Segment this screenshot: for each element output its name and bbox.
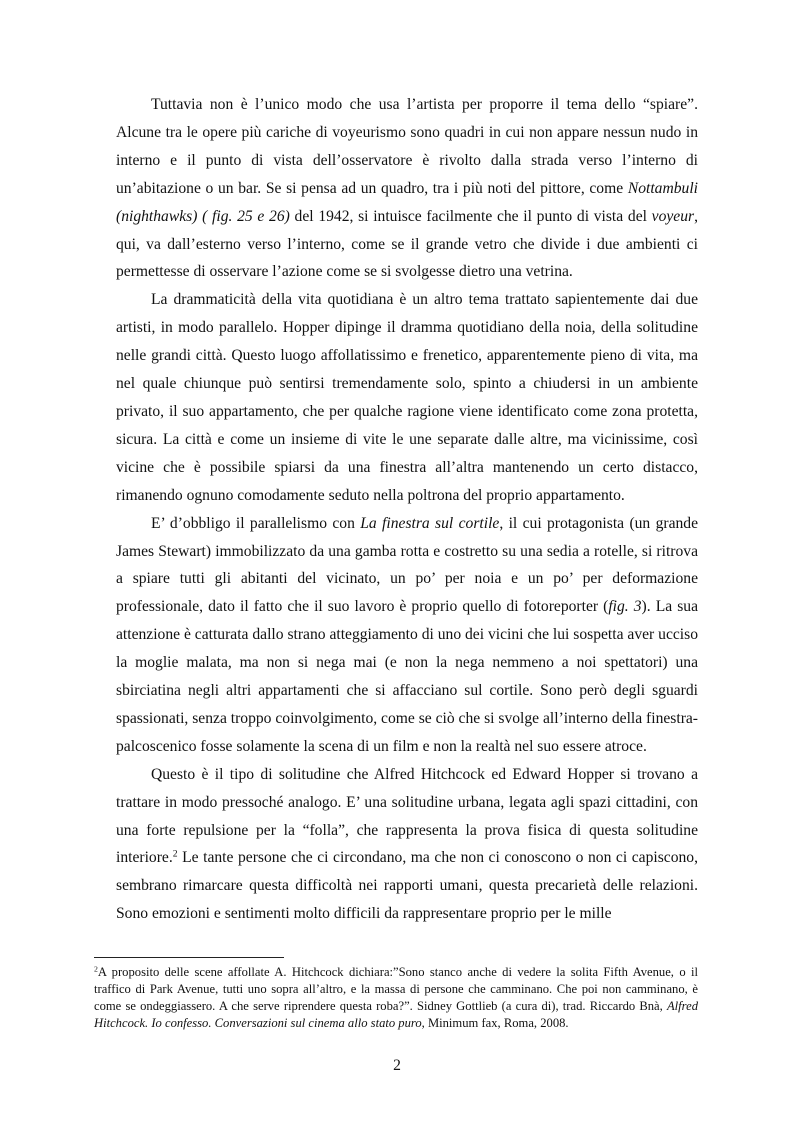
text-run: , Minimum fax, Roma, 2008.	[421, 1016, 569, 1030]
text-run: Le tante persone che ci circondano, ma che non ci conoscono o non ci capiscono, sembrano rimarcare questa difficoltà nei rapporti umani, questa precarietà delle relazioni. Sono emozioni e sentimenti molto difficili da rappresentare proprio per le mille	[116, 849, 698, 923]
body-text	[116, 91, 698, 928]
italic-text: voyeur	[651, 207, 695, 225]
paragraph	[116, 286, 698, 509]
text-run: Tuttavia non è l’unico modo che usa l’artista per proporre il tema dello “spiare”. Alcune tra le opere più cariche di voyeurismo sono quadri in cui non appare nessun nudo in interno e il punto di vista dell’osservatore è rivolto dalla strada verso l’interno di un’abitazione o un bar. Se si pensa ad un quadro, tra i più noti del pittore, come	[116, 96, 698, 197]
italic-text: Nottambuli (nighthawks) ( fig. 25 e 26)	[116, 179, 698, 225]
text-run: del 1942, si intuisce facilmente che il punto di vista del	[289, 207, 652, 225]
paragraph	[116, 761, 698, 928]
footnote-reference: 2	[94, 964, 98, 974]
text-run: ). La sua attenzione è catturata dallo strano atteggiamento di uno dei vicini che lui sospetta aver ucciso la moglie malata, ma non si nega mai (e non la nega nemmeno a noi spettatori) una sbirciatina negli altri appartamenti che si affacciano sul cortile. Sono però degli sguardi spassionati, senza troppo coinvolgimento, come se ciò che si svolge all’interno della finestra-palcoscenico fosse solamente la scena di un film e non la realtà nel suo essere atroce.	[116, 598, 699, 755]
text-run: La drammaticità della vita quotidiana è un altro tema trattato sapientemente dai due artisti, in modo parallelo. Hopper dipinge il dramma quotidiano della noia, della solitudine nelle grandi città. Questo luogo affollatissimo e frenetico, apparentemente pieno di vita, ma nel quale chiunque può sentirsi tremendamente solo, spinto a chiudersi in un ambiente privato, il suo appartamento, che per qualche ragione viene identificato come zona protetta, sicura. La città e come un insieme di vite le une separate dalle altre, ma vicinissime, così vicine che è possibile spiarsi da una finestra all’altra mantenendo un certo distacco, rimanendo ognuno comodamente seduto nella poltrona del proprio appartamento.	[116, 291, 698, 504]
italic-text: Alfred Hitchcock. Io confesso. Conversazioni sul cinema allo stato puro	[94, 999, 698, 1030]
page-number: 2	[393, 1057, 401, 1074]
footnote-separator	[94, 957, 284, 958]
italic-text: La finestra sul cortile	[360, 514, 500, 532]
text-run: Questo è il tipo di solitudine che Alfred Hitchcock ed Edward Hopper si trovano a trattare in modo pressoché analogo. E’ una solitudine urbana, legata agli spazi cittadini, con una forte repulsione per la “folla”, che rappresenta la prova fisica di questa solitudine interiore.	[116, 765, 698, 867]
footnote-text	[94, 964, 698, 1032]
italic-text: fig. 3	[608, 598, 642, 616]
text-run: E’ d’obbligo il parallelismo con	[151, 514, 361, 532]
paragraph	[116, 91, 698, 286]
footnote-reference: 2	[172, 849, 178, 861]
text-run: A proposito delle scene affollate A. Hitchcock dichiara:”Sono stanco anche di vedere la solita Fifth Avenue, o il traffico di Park Avenue, tutti uno sopra all’altro, e la massa di persone che camminano. Che poi non camminano, è come se ondeggiassero. A che serve riprendere questa roba?”. Sidney Gottlieb (a cura di), trad. Riccardo Bnà,	[94, 965, 698, 1013]
footnote	[94, 964, 698, 1032]
text-run: , il cui protagonista (un grande James Stewart) immobilizzato da una gamba rotta e costretto su una sedia a rotelle, si ritrova a spiare tutti gli abitanti del vicinato, un po’ per noia e un po’ per deformazione professionale, dato il fatto che il suo lavoro è proprio quello di fotoreporter (	[116, 514, 699, 616]
text-run: , qui, va dall’esterno verso l’interno, come se il grande vetro che divide i due ambienti ci permettesse di osservare l’azione come se si svolgesse dietro una vetrina.	[116, 207, 699, 281]
paragraph	[116, 510, 698, 761]
